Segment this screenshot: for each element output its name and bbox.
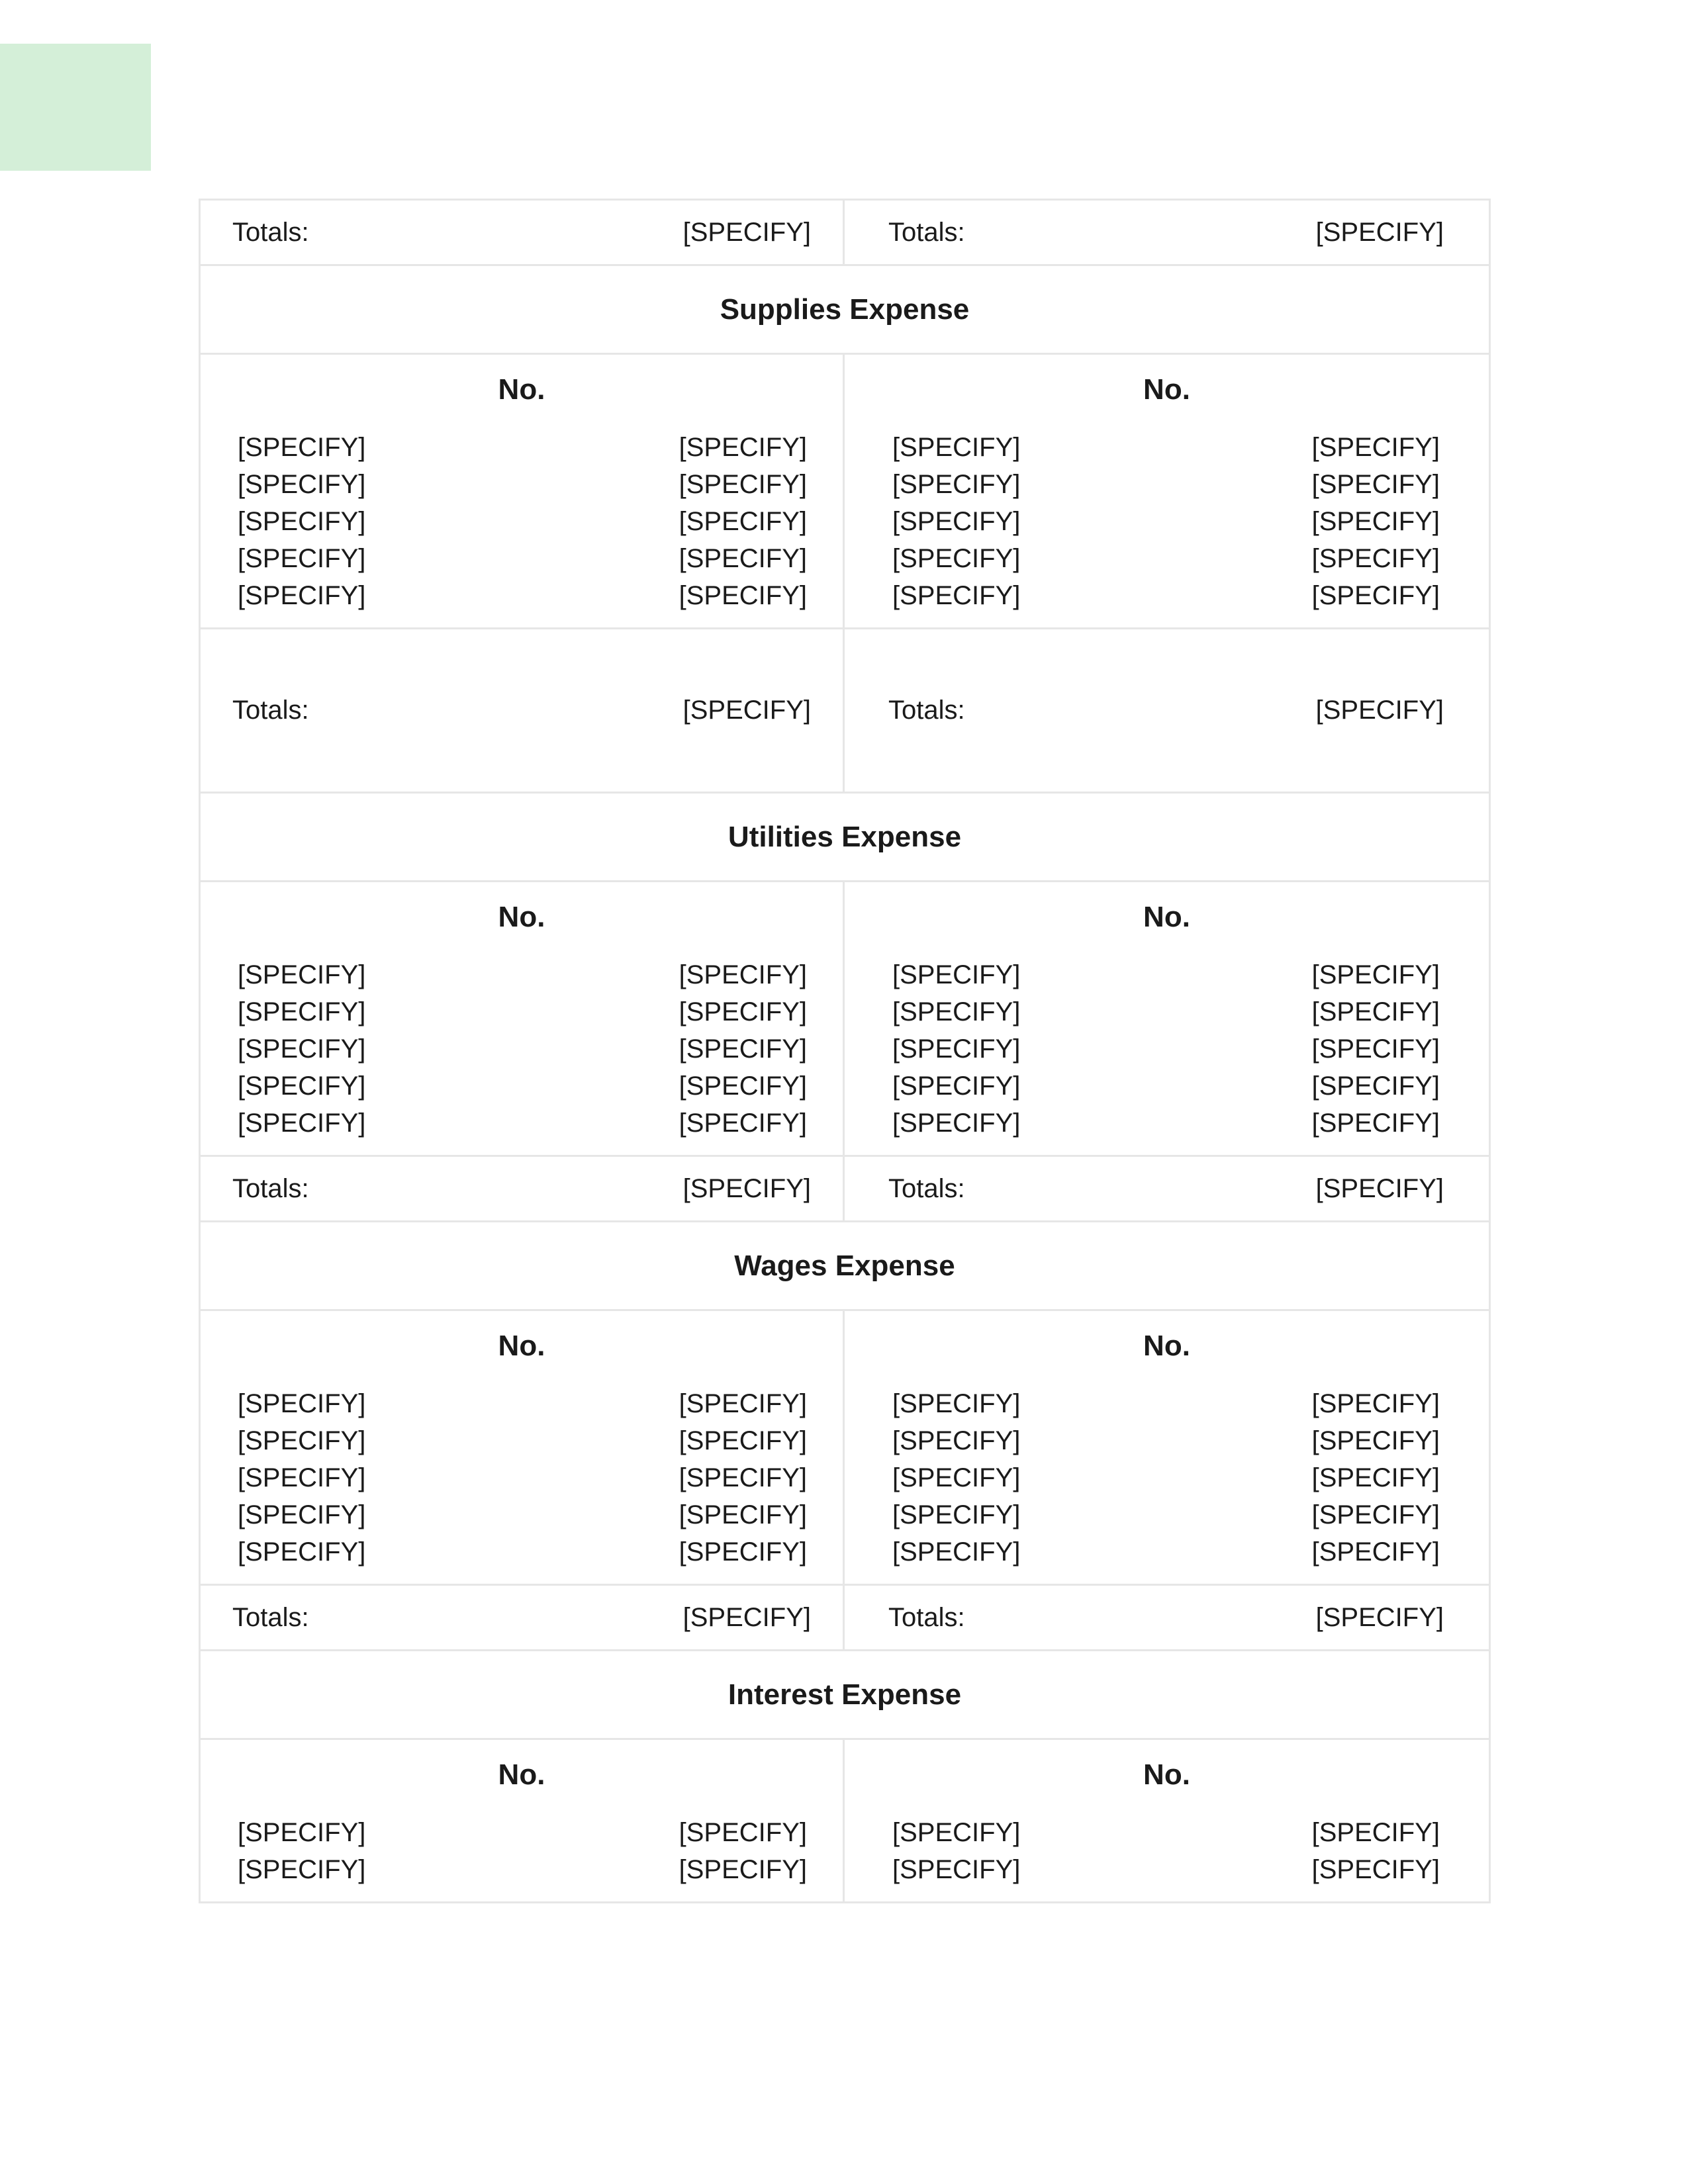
totals-value[interactable]: [SPECIFY] [1315, 1602, 1444, 1632]
column-heading: No. [1143, 1330, 1190, 1362]
totals-row [201, 1157, 1489, 1222]
entry-amount[interactable]: [SPECIFY] [1311, 470, 1440, 499]
totals-right [845, 1157, 1489, 1220]
entry-description[interactable]: [SPECIFY] [892, 581, 1021, 610]
list-item [238, 1105, 807, 1142]
entry-amount[interactable]: [SPECIFY] [1311, 1389, 1440, 1418]
entry-description[interactable]: [SPECIFY] [238, 1500, 366, 1529]
entry-description[interactable]: [SPECIFY] [892, 1463, 1021, 1492]
totals-label: Totals: [232, 1602, 309, 1632]
entries-column-left [201, 1740, 845, 1901]
list-item [892, 1105, 1440, 1142]
totals-cell [201, 1157, 843, 1220]
section-title-wages-expense: Wages Expense [201, 1222, 1489, 1311]
entries-list [201, 421, 843, 627]
section-title-interest-expense: Interest Expense [201, 1651, 1489, 1740]
corner-accent-block [0, 44, 151, 171]
totals-label: Totals: [232, 217, 309, 247]
totals-right [845, 1586, 1489, 1649]
entry-description[interactable]: [SPECIFY] [238, 581, 366, 610]
totals-cell [201, 1586, 843, 1649]
entry-description[interactable]: [SPECIFY] [892, 470, 1021, 499]
entry-amount[interactable]: [SPECIFY] [1311, 1855, 1440, 1884]
list-item [238, 1422, 807, 1459]
list-item [238, 1030, 807, 1068]
list-item [238, 429, 807, 466]
entries-list [845, 421, 1489, 627]
entry-amount[interactable]: [SPECIFY] [679, 1426, 807, 1455]
column-heading: No. [1143, 901, 1190, 933]
entry-description[interactable]: [SPECIFY] [238, 1463, 366, 1492]
totals-value[interactable]: [SPECIFY] [682, 1173, 811, 1203]
entry-description[interactable]: [SPECIFY] [238, 1071, 366, 1101]
totals-value[interactable]: [SPECIFY] [682, 696, 811, 725]
totals-right [845, 629, 1489, 792]
list-item [238, 993, 807, 1030]
entry-description[interactable]: [SPECIFY] [892, 433, 1021, 462]
entry-description[interactable]: [SPECIFY] [892, 1818, 1021, 1847]
section-entries-row [201, 882, 1489, 1157]
list-item [238, 1533, 807, 1570]
section-title-supplies-expense: Supplies Expense [201, 266, 1489, 355]
totals-value[interactable]: [SPECIFY] [682, 217, 811, 247]
entry-amount[interactable]: [SPECIFY] [1311, 1537, 1440, 1567]
entry-amount[interactable]: [SPECIFY] [679, 433, 807, 462]
section-title-utilities-expense: Utilities Expense [201, 794, 1489, 882]
list-item [892, 577, 1440, 614]
list-item [892, 540, 1440, 577]
entry-amount[interactable]: [SPECIFY] [679, 544, 807, 573]
list-item [892, 1533, 1440, 1570]
entry-description[interactable]: [SPECIFY] [892, 1109, 1021, 1138]
entries-column-right [845, 1740, 1489, 1901]
entry-amount[interactable]: [SPECIFY] [1311, 1071, 1440, 1101]
entries-column-right [845, 882, 1489, 1155]
entry-description[interactable]: [SPECIFY] [892, 1071, 1021, 1101]
entry-description[interactable]: [SPECIFY] [238, 1109, 366, 1138]
totals-cell [845, 1157, 1489, 1220]
list-item [238, 1068, 807, 1105]
list-item [892, 1814, 1440, 1851]
entry-amount[interactable]: [SPECIFY] [679, 1071, 807, 1101]
column-heading: No. [498, 1758, 545, 1791]
entry-amount[interactable]: [SPECIFY] [679, 960, 807, 989]
totals-value[interactable]: [SPECIFY] [1315, 217, 1444, 247]
totals-left [201, 201, 845, 264]
entry-description[interactable]: [SPECIFY] [892, 544, 1021, 573]
list-item [892, 466, 1440, 503]
entry-amount[interactable]: [SPECIFY] [1311, 1109, 1440, 1138]
column-heading: No. [498, 1330, 545, 1362]
list-item [892, 1496, 1440, 1533]
entry-amount[interactable]: [SPECIFY] [679, 1109, 807, 1138]
totals-left [201, 629, 845, 792]
entry-description[interactable]: [SPECIFY] [892, 1389, 1021, 1418]
totals-left [201, 1157, 845, 1220]
totals-right [845, 201, 1489, 264]
list-item [238, 577, 807, 614]
section-entries-row [201, 355, 1489, 629]
totals-value[interactable]: [SPECIFY] [1315, 696, 1444, 725]
totals-value[interactable]: [SPECIFY] [1315, 1173, 1444, 1203]
totals-label: Totals: [232, 696, 309, 725]
entry-description[interactable]: [SPECIFY] [238, 470, 366, 499]
entry-amount[interactable]: [SPECIFY] [1311, 507, 1440, 536]
entry-amount[interactable]: [SPECIFY] [1311, 1034, 1440, 1064]
totals-label: Totals: [888, 1602, 965, 1632]
entries-list [845, 1377, 1489, 1584]
entry-amount[interactable]: [SPECIFY] [679, 1500, 807, 1529]
list-item [892, 1385, 1440, 1422]
entry-amount[interactable]: [SPECIFY] [1311, 544, 1440, 573]
entries-column-left [201, 882, 845, 1155]
list-item [238, 540, 807, 577]
entry-amount[interactable]: [SPECIFY] [1311, 960, 1440, 989]
entry-amount[interactable]: [SPECIFY] [679, 1463, 807, 1492]
list-item [892, 429, 1440, 466]
list-item [892, 1422, 1440, 1459]
expense-ledger [199, 199, 1491, 1903]
totals-row [201, 629, 1489, 794]
entries-column-left [201, 355, 845, 627]
list-item [238, 1814, 807, 1851]
entry-description[interactable]: [SPECIFY] [892, 507, 1021, 536]
list-item [238, 503, 807, 540]
entry-description[interactable]: [SPECIFY] [238, 1426, 366, 1455]
entry-description[interactable]: [SPECIFY] [238, 544, 366, 573]
list-item [238, 1459, 807, 1496]
totals-left [201, 1586, 845, 1649]
entry-amount[interactable]: [SPECIFY] [679, 1034, 807, 1064]
entry-amount[interactable]: [SPECIFY] [679, 507, 807, 536]
list-item [892, 503, 1440, 540]
entry-amount[interactable]: [SPECIFY] [679, 581, 807, 610]
list-item [892, 1459, 1440, 1496]
entry-description[interactable]: [SPECIFY] [238, 507, 366, 536]
list-item [238, 1496, 807, 1533]
totals-cell [845, 1586, 1489, 1649]
entries-list [201, 948, 843, 1155]
totals-cell [845, 201, 1489, 264]
entry-description[interactable]: [SPECIFY] [238, 1537, 366, 1567]
totals-label: Totals: [888, 1173, 965, 1203]
entry-amount[interactable]: [SPECIFY] [679, 1537, 807, 1567]
list-item [238, 1385, 807, 1422]
entry-amount[interactable]: [SPECIFY] [679, 470, 807, 499]
list-item [238, 466, 807, 503]
entry-description[interactable]: [SPECIFY] [238, 960, 366, 989]
entry-amount[interactable]: [SPECIFY] [679, 997, 807, 1026]
totals-value[interactable]: [SPECIFY] [682, 1602, 811, 1632]
totals-row [201, 1586, 1489, 1651]
list-item [892, 993, 1440, 1030]
totals-cell [845, 629, 1489, 792]
entry-amount[interactable]: [SPECIFY] [1311, 997, 1440, 1026]
list-item [892, 956, 1440, 993]
entry-description[interactable]: [SPECIFY] [238, 1034, 366, 1064]
entries-column-left [201, 1311, 845, 1584]
entry-description[interactable]: [SPECIFY] [238, 1818, 366, 1847]
entry-description[interactable]: [SPECIFY] [238, 1855, 366, 1884]
entry-description[interactable]: [SPECIFY] [892, 1855, 1021, 1884]
entry-description[interactable]: [SPECIFY] [238, 433, 366, 462]
list-item [892, 1851, 1440, 1888]
entry-amount[interactable]: [SPECIFY] [1311, 581, 1440, 610]
top-totals-row [201, 201, 1489, 266]
section-entries-row [201, 1311, 1489, 1586]
entry-amount[interactable]: [SPECIFY] [1311, 1500, 1440, 1529]
entry-amount[interactable]: [SPECIFY] [1311, 1426, 1440, 1455]
entry-description[interactable]: [SPECIFY] [892, 1426, 1021, 1455]
totals-label: Totals: [888, 696, 965, 725]
entry-description[interactable]: [SPECIFY] [892, 960, 1021, 989]
entry-amount[interactable]: [SPECIFY] [679, 1818, 807, 1847]
list-item [238, 956, 807, 993]
entry-description[interactable]: [SPECIFY] [238, 997, 366, 1026]
entry-description[interactable]: [SPECIFY] [892, 1537, 1021, 1567]
entries-column-right [845, 1311, 1489, 1584]
entry-description[interactable]: [SPECIFY] [892, 1034, 1021, 1064]
column-heading: No. [1143, 1758, 1190, 1791]
column-heading: No. [498, 901, 545, 933]
list-item [892, 1068, 1440, 1105]
totals-label: Totals: [232, 1173, 309, 1203]
entry-amount[interactable]: [SPECIFY] [1311, 1463, 1440, 1492]
entries-column-right [845, 355, 1489, 627]
entry-amount[interactable]: [SPECIFY] [1311, 433, 1440, 462]
entries-list [845, 948, 1489, 1155]
totals-label: Totals: [888, 217, 965, 247]
column-heading: No. [1143, 373, 1190, 406]
column-heading: No. [498, 373, 545, 406]
entry-description[interactable]: [SPECIFY] [238, 1389, 366, 1418]
list-item [238, 1851, 807, 1888]
entries-list [845, 1806, 1489, 1901]
section-entries-row [201, 1740, 1489, 1901]
list-item [892, 1030, 1440, 1068]
entry-amount[interactable]: [SPECIFY] [679, 1389, 807, 1418]
entry-amount[interactable]: [SPECIFY] [1311, 1818, 1440, 1847]
entries-list [201, 1806, 843, 1901]
entry-description[interactable]: [SPECIFY] [892, 1500, 1021, 1529]
entries-list [201, 1377, 843, 1584]
entry-amount[interactable]: [SPECIFY] [679, 1855, 807, 1884]
entry-description[interactable]: [SPECIFY] [892, 997, 1021, 1026]
totals-cell [201, 201, 843, 264]
totals-cell [201, 629, 843, 792]
